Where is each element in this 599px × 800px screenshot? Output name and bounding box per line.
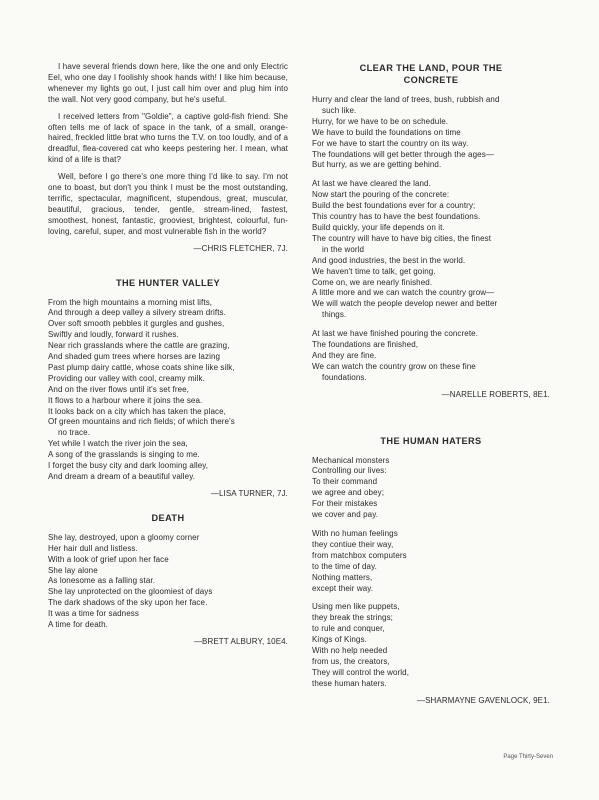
- prose-paragraph: I have several friends down here, like the one and only Electric Eel, who one day I foolishly shook hands with! I like him because, whenever my lights go out, I just call him over and plug him into the wall. Not very good company, but he's useful.: [48, 62, 288, 104]
- poem-line: I forget the busy city and dark looming alley,: [48, 461, 209, 471]
- poem-line: We haven't time to talk, get going.: [312, 266, 436, 276]
- poem-line: And on the river flows until it's set free,: [48, 384, 189, 394]
- poem-line: At last we have finished pouring the concrete.: [312, 329, 479, 339]
- poem-line: Swiftly and loudly, forward it rushes.: [48, 330, 179, 340]
- poem-line: we cover and pay.: [312, 510, 379, 520]
- poem-line: Her hair dull and listless.: [48, 543, 138, 553]
- poem-line: no trace.: [58, 428, 91, 438]
- poem-line: As lonesome as a falling star.: [48, 576, 156, 586]
- poem-line: Controlling our lives:: [312, 466, 387, 476]
- poem-line: A time for death.: [48, 620, 108, 630]
- poem-line: For we have to start the country on its way.: [312, 138, 469, 148]
- poem-line: And they are fine.: [312, 350, 377, 360]
- poem-line: We will watch the people develop newer and better: [312, 299, 498, 309]
- poem-line: And dream a dream of a beautiful valley.: [48, 472, 196, 481]
- poem-line: Nothing matters,: [312, 572, 373, 582]
- poem-line: It was a time for sadness: [48, 609, 139, 619]
- poem-body: [48, 533, 288, 631]
- poem-line: And through a deep valley a silvery stream drifts.: [48, 308, 226, 318]
- poem-death: [48, 512, 288, 648]
- poem-line: such like.: [322, 105, 357, 115]
- poem-line: And shaded gum trees where horses are lazing: [48, 352, 221, 362]
- poem-line: She lay alone: [48, 565, 98, 575]
- poem-line: A song of the grasslands is singing to me.: [48, 450, 200, 460]
- poem-title-line: CLEAR THE LAND, POUR THE: [359, 63, 503, 73]
- poem-stanza: [312, 456, 550, 521]
- poem-line: they break the strings;: [312, 613, 394, 623]
- poem-line: except their way.: [312, 583, 374, 593]
- poem-line: We have to build the foundations on time: [312, 127, 461, 137]
- prose-paragraph: Well, before I go there's one more thing I'd like to say. I'm not one to boast, but don't you think I must be the most outstanding, terrific, spectacular, magnificent, stupendous, great, muscular, beautiful, gracious, tender, gentle, stream-lined, fastest, smoothest, honest, fantastic, grooviest, brightest, colourful, fun-loving, careful, super, and most vulnerable fish in the world?: [48, 172, 288, 236]
- poem-line: But hurry, as we are getting behind.: [312, 160, 442, 170]
- poem-line: Build the best foundations ever for a country;: [312, 201, 476, 211]
- poem-stanza: [312, 329, 550, 384]
- poem-line: these human haters.: [312, 678, 387, 688]
- poem-line: Kings of Kings.: [312, 635, 367, 645]
- page-number: Page Thirty-Seven: [503, 754, 553, 760]
- poem-line: Providing our valley with cool, creamy milk.: [48, 373, 205, 383]
- poem-line: For their mistakes: [312, 499, 378, 509]
- poem-line: The foundations are finished,: [312, 340, 419, 350]
- poem-line: A little more and we can watch the country grow—: [312, 288, 495, 298]
- poem-line: Using men like puppets,: [312, 602, 400, 612]
- poem-title: DEATH: [151, 512, 185, 523]
- poem-line: in the world: [322, 244, 365, 254]
- author-signature: —NARELLE ROBERTS, 8E1.: [441, 389, 550, 399]
- poem-line: It flows to a harbour where it joins the sea.: [48, 395, 203, 405]
- poem-line: With no help needed: [312, 646, 388, 656]
- poem-stanza: [312, 179, 550, 321]
- poem-clear-the-land: [312, 62, 550, 401]
- poem-line: Yet while I watch the river join the sea,: [48, 439, 188, 449]
- poem-human-haters: [312, 435, 550, 707]
- fish-letter: [48, 62, 288, 255]
- author-signature: —SHARMAYNE GAVENLOCK, 9E1.: [416, 695, 550, 705]
- poem-line: It looks back on a city which has taken the place,: [48, 406, 226, 416]
- poem-line: foundations.: [322, 372, 367, 382]
- poem-line: At last we have cleared the land.: [312, 179, 431, 189]
- poem-line: With no human feelings: [312, 529, 398, 538]
- poem-line: Over soft smooth pebbles it gurgles and gushes,: [48, 319, 225, 329]
- poem-line: This country has to have the best foundations.: [312, 212, 481, 222]
- poem-line: They will control the world,: [312, 667, 410, 677]
- poem-line: from us, the creators,: [312, 656, 390, 666]
- poem-line: From the high mountains a morning mist lifts,: [48, 297, 213, 307]
- poem-title: [312, 62, 550, 86]
- poem-line: they contiue their way,: [312, 539, 394, 549]
- poem-line: things.: [322, 310, 347, 320]
- poem-line: She lay unprotected on the gloomiest of days: [48, 587, 213, 597]
- poem-stanza: [312, 95, 550, 171]
- poem-hunter-valley: [48, 277, 288, 500]
- poem-line: The dark shadows of the sky upon her face.: [48, 598, 208, 608]
- poem-line: Past plump dairy cattle, whose coats shine like silk,: [48, 362, 235, 372]
- poem-title-line: CONCRETE: [403, 75, 459, 85]
- poem-line: Now start the pouring of the concrete:: [312, 190, 450, 200]
- poem-line: And good industries, the best in the world.: [312, 255, 466, 265]
- poem-line: Mechanical monsters: [312, 455, 390, 465]
- poem-line: from matchbox computers: [312, 550, 407, 560]
- poem-line: Build quickly, your life depends on it.: [312, 222, 445, 232]
- poem-line: to rule and conquer,: [312, 624, 385, 634]
- poem-line: Near rich grasslands where the cattle are grazing,: [48, 341, 230, 351]
- poem-line: We can watch the country grow on these fine: [312, 361, 476, 371]
- poem-line: to the time of day.: [312, 561, 377, 571]
- poem-line: The country will have to have big cities, the finest: [312, 233, 492, 243]
- poem-stanza: [312, 602, 550, 689]
- left-column: [48, 62, 288, 648]
- poem-line: we agree and obey;: [312, 488, 385, 498]
- poem-line: To their command: [312, 477, 378, 487]
- prose-paragraph: I received letters from "Goldie", a captive gold-fish friend. She often tells me of lack of space in the tank, of a small, orange-haired, freckled little brat who turns the T.V. on too loudly, and of a dreadful, flea-covered cat who keeps pestering her. I mean, what kind of a life is that?: [48, 111, 288, 165]
- poem-line: The foundations will get better through the ages—: [312, 149, 494, 159]
- poem-line: She lay, destroyed, upon a gloomy corner: [48, 532, 200, 542]
- poem-stanza: [312, 529, 550, 594]
- poem-line: Of green mountains and rich fields; of which there's: [48, 417, 235, 427]
- right-column: [312, 62, 550, 707]
- poem-line: Hurry and clear the land of trees, bush, rubbish and: [312, 95, 500, 104]
- poem-line: Hurry, for we have to be on schedule.: [312, 116, 449, 126]
- poem-line: With a look of grief upon her face: [48, 554, 169, 564]
- author-signature: —CHRIS FLETCHER, 7J.: [193, 243, 288, 253]
- poem-title: THE HUNTER VALLEY: [115, 277, 221, 288]
- poem-body: [48, 298, 288, 483]
- poem-line: Come on, we are nearly finished.: [312, 277, 433, 287]
- author-signature: —LISA TURNER, 7J.: [210, 488, 288, 498]
- poem-title: THE HUMAN HATERS: [380, 435, 482, 446]
- author-signature: —BRETT ALBURY, 10E4.: [193, 636, 288, 646]
